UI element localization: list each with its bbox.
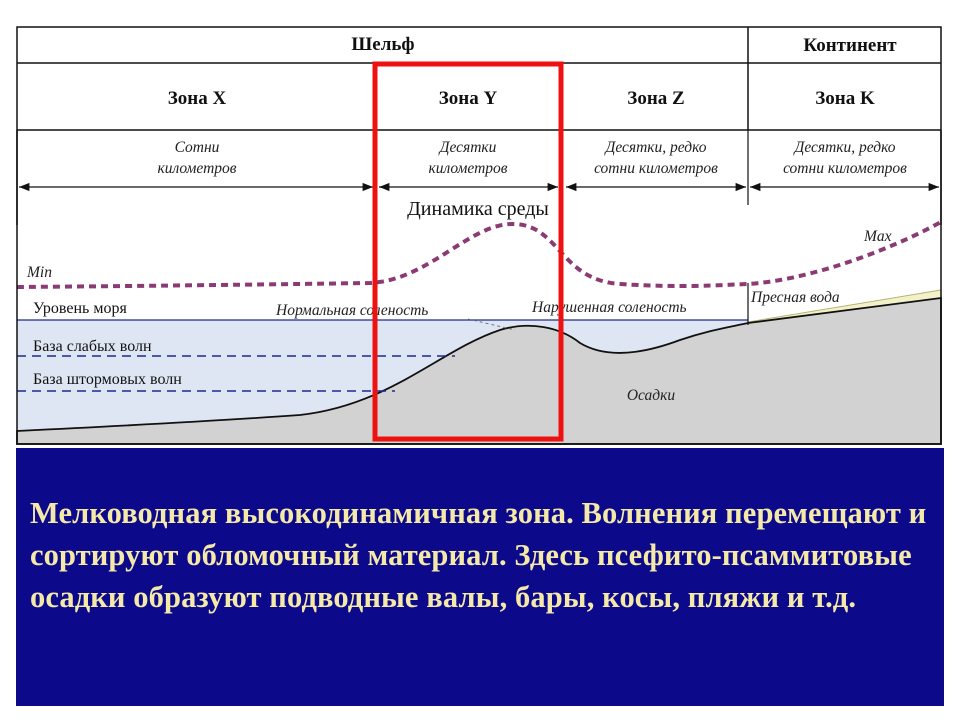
sea-level-label: Уровень моря bbox=[33, 300, 127, 317]
sediments-label: Осадки bbox=[626, 387, 676, 404]
zone-x-distance-2: километров bbox=[157, 160, 237, 177]
storm-wave-base-label: База штормовых волн bbox=[33, 371, 182, 388]
disturbed-salinity-label: Нарушенная соленость bbox=[532, 299, 687, 316]
zone-z-distance-2: сотни километров bbox=[594, 160, 718, 177]
weak-wave-base-label: База слабых волн bbox=[33, 338, 152, 355]
shelf-header: Шельф bbox=[351, 34, 415, 55]
zone-k-distance-1: Десятки, редко bbox=[794, 139, 896, 156]
zone-y-distance-2: километров bbox=[428, 160, 508, 177]
dynamics-curve bbox=[17, 222, 941, 287]
zone-y-label: Зона Y bbox=[438, 88, 498, 109]
normal-salinity-label: Нормальная соленость bbox=[276, 302, 429, 319]
zone-y-distance-1: Десятки bbox=[439, 139, 497, 156]
max-label: Max bbox=[864, 228, 892, 245]
zone-x-distance-1: Сотни bbox=[174, 139, 220, 156]
min-label: Min bbox=[27, 264, 52, 281]
continent-header: Континент bbox=[803, 35, 897, 56]
caption-box bbox=[16, 448, 944, 706]
zone-z-label: Зона Z bbox=[627, 88, 685, 109]
fresh-water-label: Пресная вода bbox=[751, 289, 840, 306]
zone-z-distance-1: Десятки, редко bbox=[605, 139, 707, 156]
caption-text: Мелководная высокодинамичная зона. Волнения перемещают и сортируют обломочный материал. Здесь псефито-псаммитовые осадки образуют подводные валы, бары, косы, пляжи и т.д. bbox=[30, 496, 927, 614]
zone-x-label: Зона X bbox=[167, 88, 227, 109]
zone-k-distance-2: сотни километров bbox=[783, 160, 907, 177]
zone-k-label: Зона K bbox=[815, 88, 875, 109]
dynamics-label: Динамика среды bbox=[407, 198, 549, 220]
